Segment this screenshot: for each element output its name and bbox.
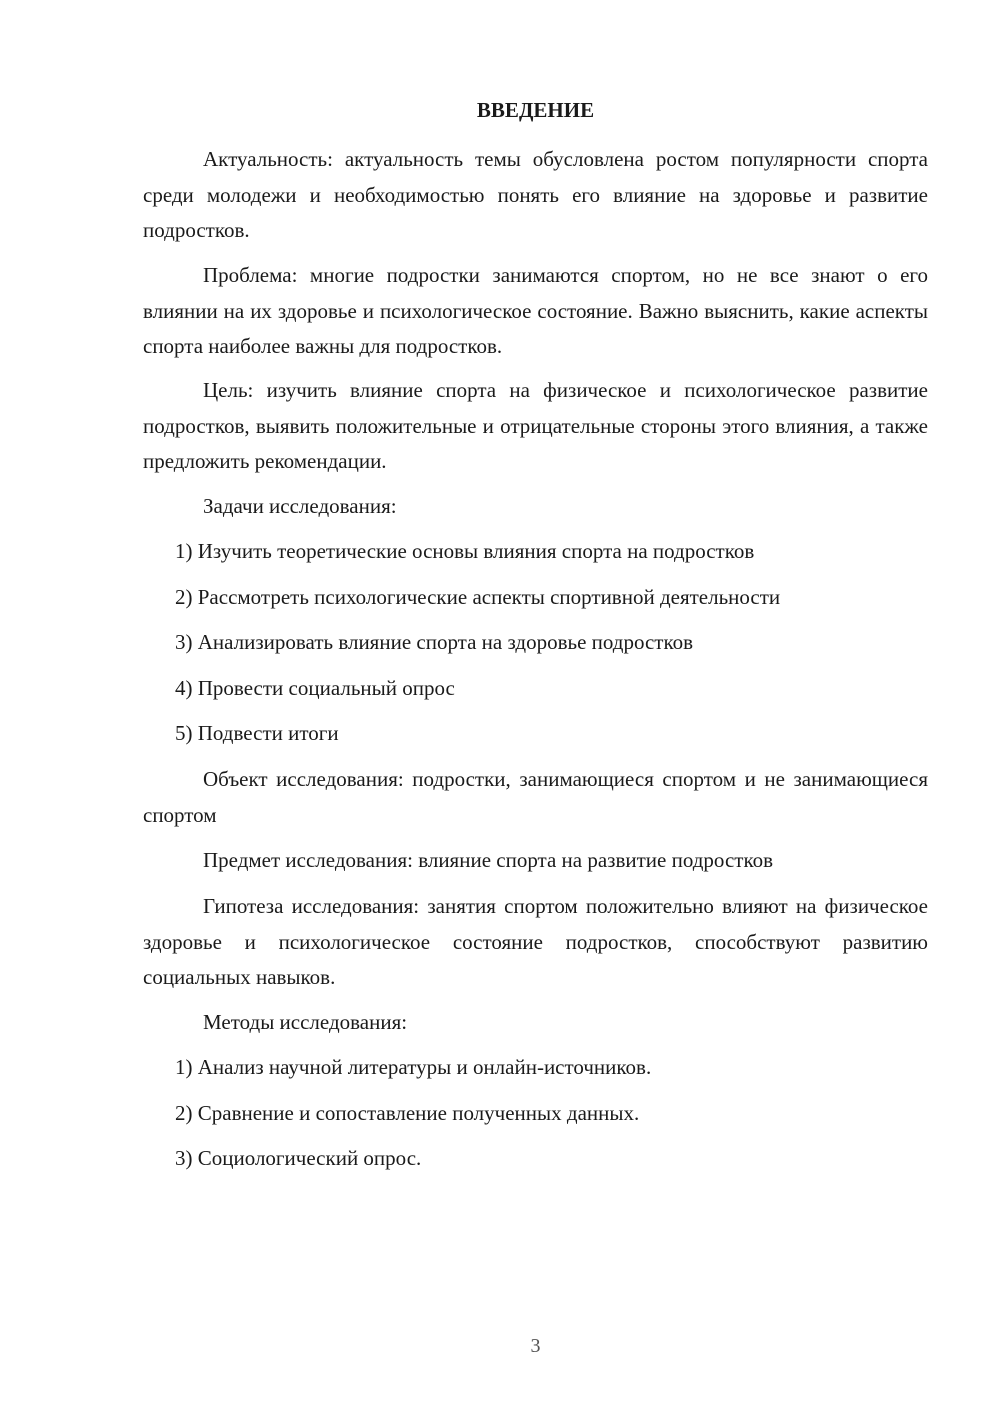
page-title: ВВЕДЕНИЕ bbox=[476, 98, 595, 122]
hypothesis-paragraph: Гипотеза исследования: занятия спортом положительно влияют на физическое здоровье и психологическое состояние подростков, способствуют развитию социальных навыков. bbox=[143, 894, 928, 989]
task-item: 3) Анализировать влияние спорта на здоровье подростков bbox=[175, 630, 694, 654]
tasks-heading: Задачи исследования: bbox=[203, 494, 397, 518]
method-item: 3) Социологический опрос. bbox=[175, 1146, 422, 1170]
methods-heading: Методы исследования: bbox=[203, 1010, 408, 1034]
problem-paragraph: Проблема: многие подростки занимаются спортом, но не все знают о его влиянии на их здоровье и психологическое состояние. Важно выяснить, какие аспекты спорта наиболее важны для подростков. bbox=[143, 263, 928, 358]
page-number: 3 bbox=[530, 1335, 541, 1357]
task-item: 4) Провести социальный опрос bbox=[175, 676, 455, 700]
task-item: 1) Изучить теоретические основы влияния спорта на подростков bbox=[175, 539, 755, 563]
method-item: 1) Анализ научной литературы и онлайн-источников. bbox=[175, 1055, 652, 1079]
object-paragraph: Объект исследования: подростки, занимающиеся спортом и не занимающиеся спортом bbox=[143, 767, 928, 827]
goal-paragraph: Цель: изучить влияние спорта на физическое и психологическое развитие подростков, выявить положительные и отрицательные стороны этого влияния, а также предложить рекомендации. bbox=[143, 378, 928, 473]
relevance-paragraph: Актуальность: актуальность темы обусловлена ростом популярности спорта среди молодежи и необходимостью понять его влияние на здоровье и развитие подростков. bbox=[143, 147, 928, 242]
subject-paragraph: Предмет исследования: влияние спорта на развитие подростков bbox=[203, 848, 774, 872]
task-item: 2) Рассмотреть психологические аспекты спортивной деятельности bbox=[175, 585, 781, 609]
task-item: 5) Подвести итоги bbox=[175, 721, 339, 745]
document-page bbox=[143, 0, 928, 1414]
method-item: 2) Сравнение и сопоставление полученных данных. bbox=[175, 1101, 640, 1125]
